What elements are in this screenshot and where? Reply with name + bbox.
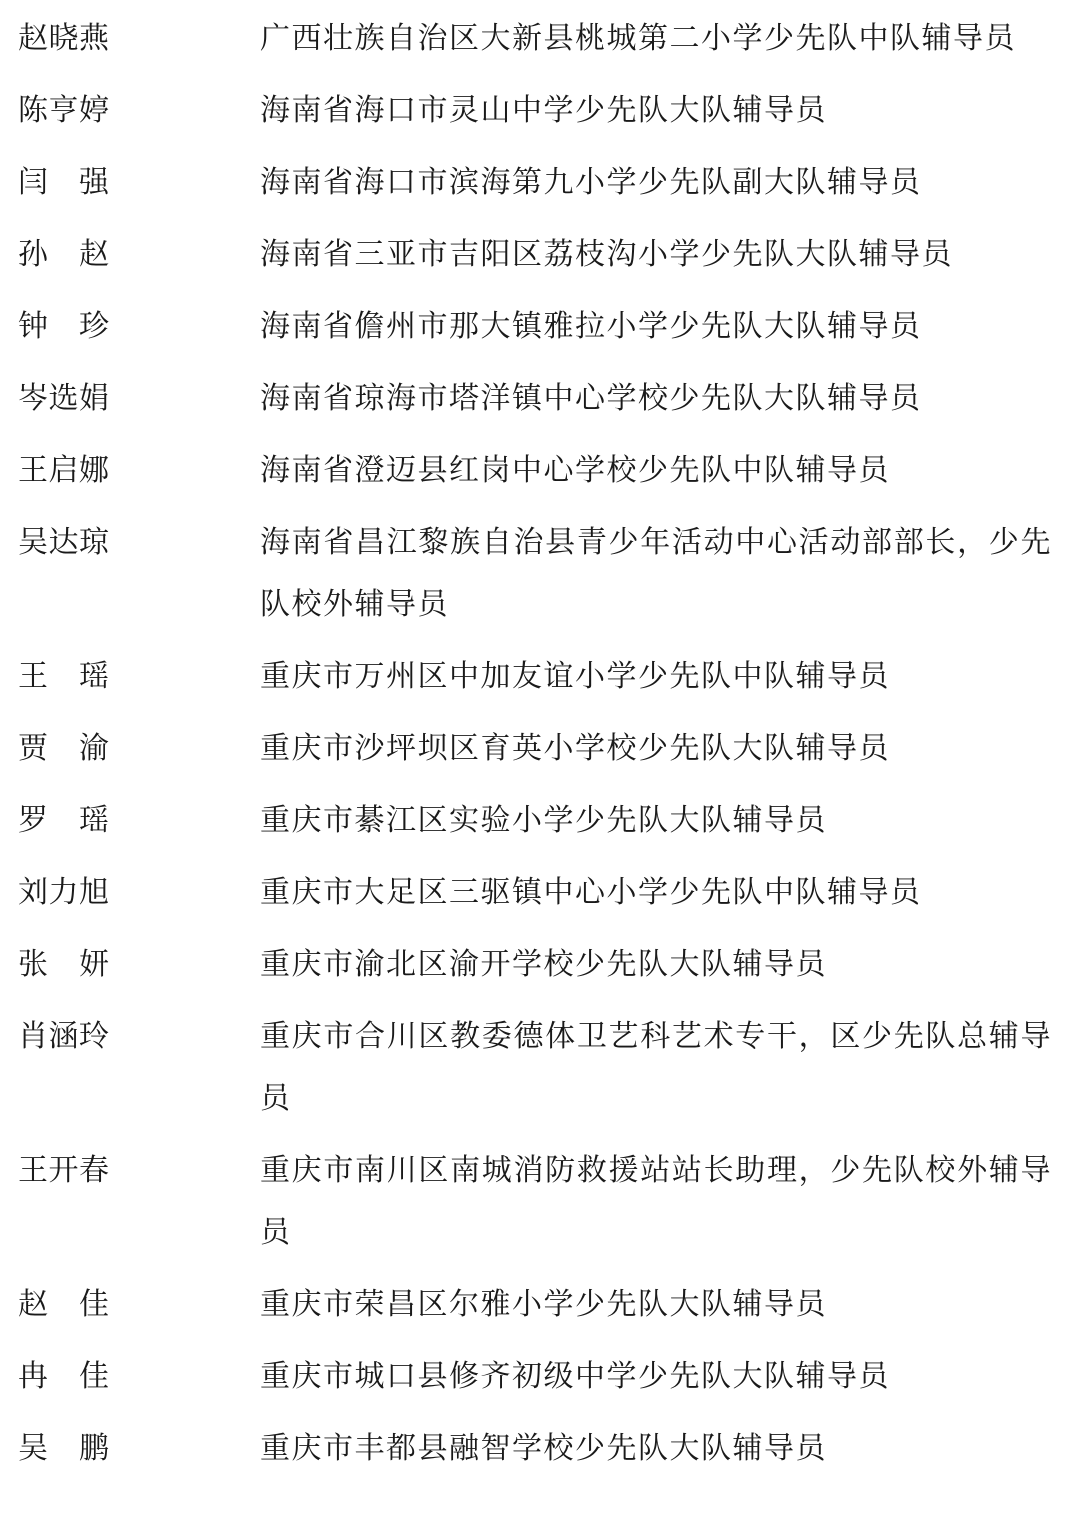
list-item	[10, 1274, 1052, 1336]
person-name: 罗 瑶	[18, 803, 110, 838]
person-description: 重庆市渝北区渝开学校少先队大队辅导员	[260, 947, 827, 982]
person-name: 孙 赵	[18, 237, 110, 272]
person-description: 重庆市大足区三驱镇中心小学少先队中队辅导员	[260, 875, 922, 910]
list-item	[10, 224, 1052, 286]
list-item	[10, 934, 1052, 996]
person-description: 重庆市城口县修齐初级中学少先队大队辅导员	[260, 1359, 890, 1394]
list-item	[10, 80, 1052, 142]
list-item	[10, 718, 1052, 780]
person-description: 广西壮族自治区大新县桃城第二小学少先队中队辅导员	[260, 21, 1016, 56]
list-item	[10, 440, 1052, 502]
person-description: 重庆市万州区中加友谊小学少先队中队辅导员	[260, 659, 890, 694]
person-name: 吴 鹏	[18, 1431, 110, 1466]
list-item	[10, 1346, 1052, 1408]
list-item	[10, 1418, 1052, 1480]
list-item	[10, 1006, 1052, 1130]
list-item	[10, 790, 1052, 852]
person-name: 王 瑶	[18, 659, 110, 694]
person-description: 重庆市合川区教委德体卫艺科艺术专干，区少先队总辅导员	[260, 1019, 1052, 1116]
person-description: 海南省澄迈县红岗中心学校少先队中队辅导员	[260, 453, 890, 488]
person-description: 海南省琼海市塔洋镇中心学校少先队大队辅导员	[260, 381, 922, 416]
person-description: 海南省儋州市那大镇雅拉小学少先队大队辅导员	[260, 309, 922, 344]
person-description: 重庆市南川区南城消防救援站站长助理，少先队校外辅导员	[260, 1153, 1052, 1250]
person-name: 陈亨婷	[18, 93, 110, 128]
person-name: 肖涵玲	[18, 1019, 110, 1054]
person-name: 刘力旭	[18, 875, 110, 910]
list-item	[10, 296, 1052, 358]
person-description: 重庆市荣昌区尔雅小学少先队大队辅导员	[260, 1287, 827, 1322]
person-name: 冉 佳	[18, 1359, 110, 1394]
person-name: 吴达琼	[18, 525, 110, 560]
person-name: 闫 强	[18, 165, 110, 200]
person-description: 重庆市沙坪坝区育英小学校少先队大队辅导员	[260, 731, 890, 766]
person-name: 赵晓燕	[18, 21, 110, 56]
list-item	[10, 1140, 1052, 1264]
person-name: 岑选娟	[18, 381, 110, 416]
person-description: 海南省三亚市吉阳区荔枝沟小学少先队大队辅导员	[260, 237, 953, 272]
person-name: 王启娜	[18, 453, 110, 488]
person-description: 海南省海口市滨海第九小学少先队副大队辅导员	[260, 165, 922, 200]
person-name: 张 妍	[18, 947, 110, 982]
list-item	[10, 862, 1052, 924]
person-name: 钟 珍	[18, 309, 110, 344]
person-name: 贾 渝	[18, 731, 110, 766]
person-description: 重庆市丰都县融智学校少先队大队辅导员	[260, 1431, 827, 1466]
name-list	[10, 8, 1052, 1480]
person-description: 重庆市綦江区实验小学少先队大队辅导员	[260, 803, 827, 838]
list-item	[10, 152, 1052, 214]
person-description: 海南省海口市灵山中学少先队大队辅导员	[260, 93, 827, 128]
list-item	[10, 512, 1052, 636]
person-name: 赵 佳	[18, 1287, 110, 1322]
list-item	[10, 646, 1052, 708]
list-item	[10, 8, 1052, 70]
person-name: 王开春	[18, 1153, 110, 1188]
list-item	[10, 368, 1052, 430]
person-description: 海南省昌江黎族自治县青少年活动中心活动部部长，少先队校外辅导员	[260, 525, 1052, 622]
